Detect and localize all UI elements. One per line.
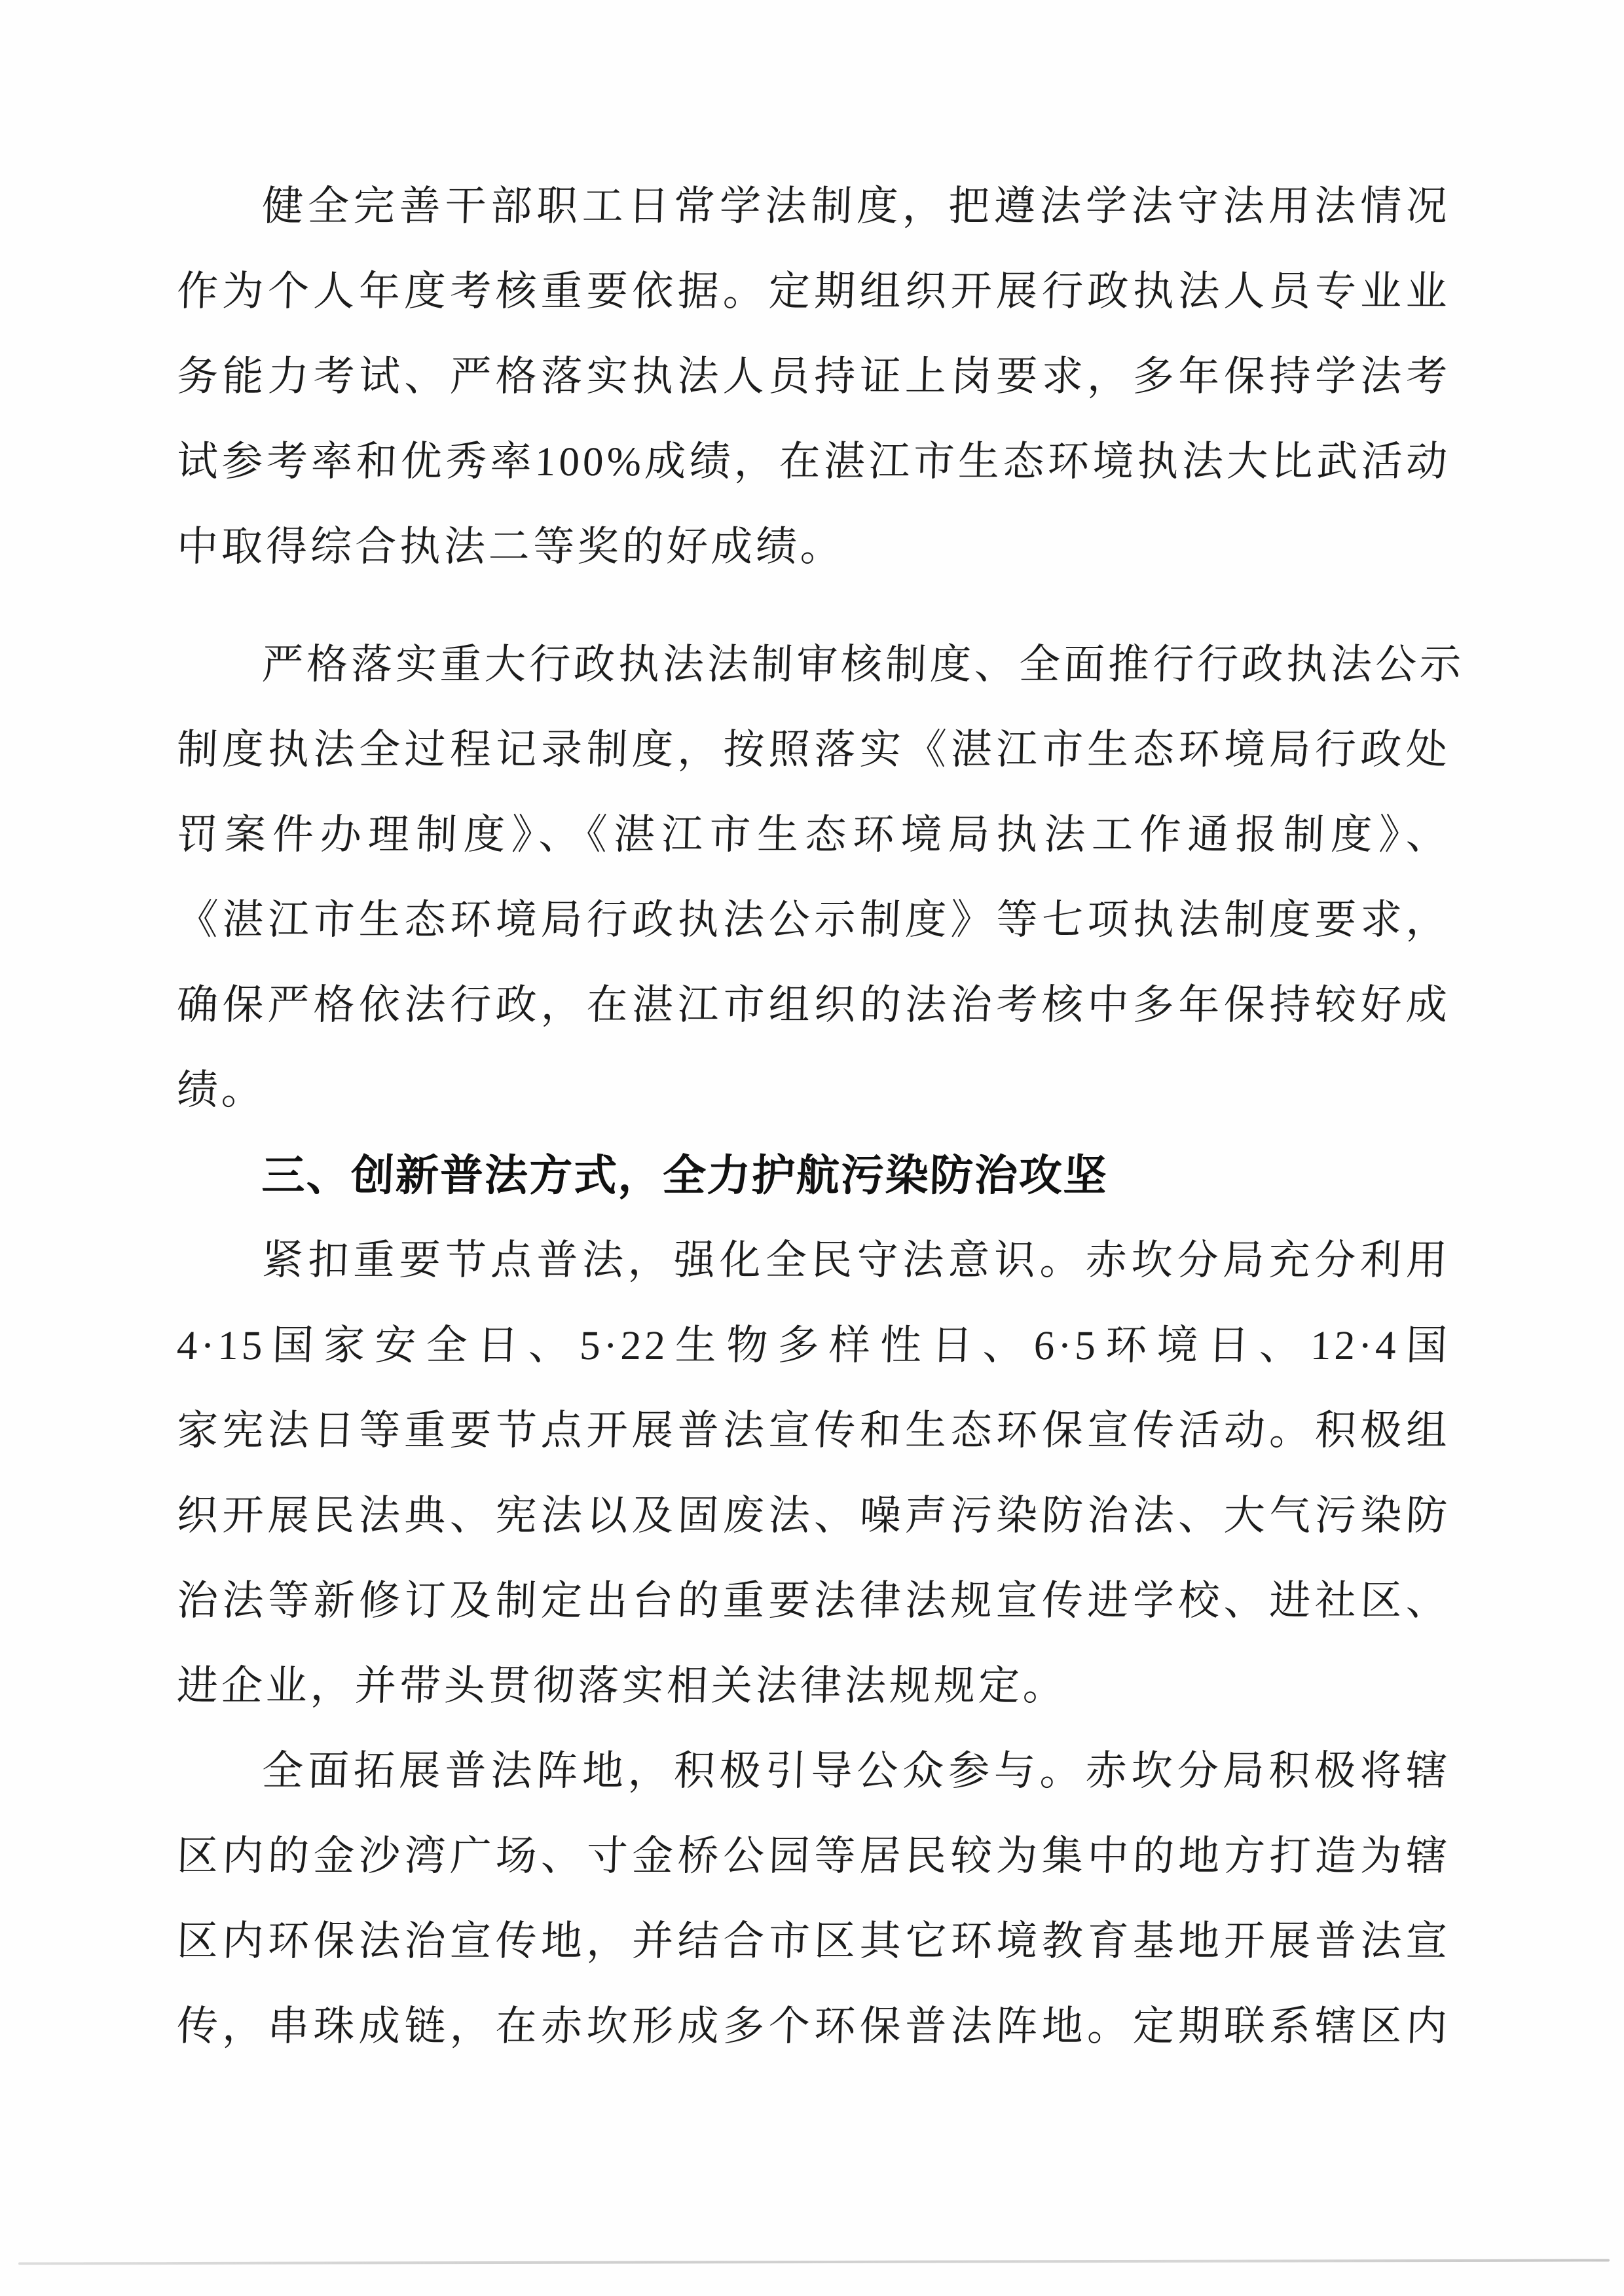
text-line: 治法等新修订及制定出台的重要法律法规宣传进学校、进社区、 [175,1578,1452,1624]
text-line: 严格落实重大行政执法法制审核制度、全面推行行政执法公示 [261,642,1466,687]
text-line: 传，串珠成链，在赤坎形成多个环保普法阵地。定期联系辖区内 [175,2003,1452,2049]
document-text [175,164,1466,2069]
text-line: 确保严格依法行政，在湛江市组织的法治考核中多年保持较好成 [175,982,1452,1028]
text-line: 进企业，并带头贯彻落实相关法律法规规定。 [175,1663,1069,1709]
scan-artifact-line [18,2259,1610,2265]
text-line: 区内的金沙湾广场、寸金桥公园等居民较为集中的地方打造为辖 [175,1833,1452,1879]
text-line: 务能力考试、严格落实执法人员持证上岗要求，多年保持学法考 [175,354,1452,399]
text-line: 区内环保法治宣传地，并结合市区其它环境教育基地开展普法宣 [175,1918,1452,1964]
text-line: 《湛江市生态环境局行政执法公示制度》等七项执法制度要求， [175,897,1452,943]
text-line: 紧扣重要节点普法，强化全民守法意识。赤坎分局充分利用 [261,1237,1452,1283]
text-line: 健全完善干部职工日常学法制度，把遵法学法守法用法情况 [261,183,1452,229]
text-line: 绩。 [175,1067,267,1113]
text-line: 罚案件办理制度》、《湛江市生态环境局执法工作通报制度》、 [175,812,1452,858]
text-line: 试参考率和优秀率100%成绩，在湛江市生态环境执法大比武活动 [175,439,1452,484]
text-line: 4·15国家安全日、5·22生物多样性日、6·5环境日、12·4国 [175,1322,1452,1368]
text-line: 中取得综合执法二等奖的好成绩。 [175,524,846,570]
text-line: 织开展民法典、宪法以及固废法、噪声污染防治法、大气污染防 [175,1493,1452,1539]
text-line: 制度执法全过程记录制度，按照落实《湛江市生态环境局行政处 [175,727,1452,773]
text-line: 家宪法日等重要节点开展普法宣传和生态环保宣传活动。积极组 [175,1408,1452,1453]
text-line: 全面拓展普法阵地，积极引导公众参与。赤坎分局积极将辖 [261,1748,1452,1794]
section-heading: 三、创新普法方式，全力护航污染防治攻坚 [261,1151,1109,1199]
text-line: 作为个人年度考核重要依据。定期组织开展行政执法人员专业业 [175,268,1452,314]
